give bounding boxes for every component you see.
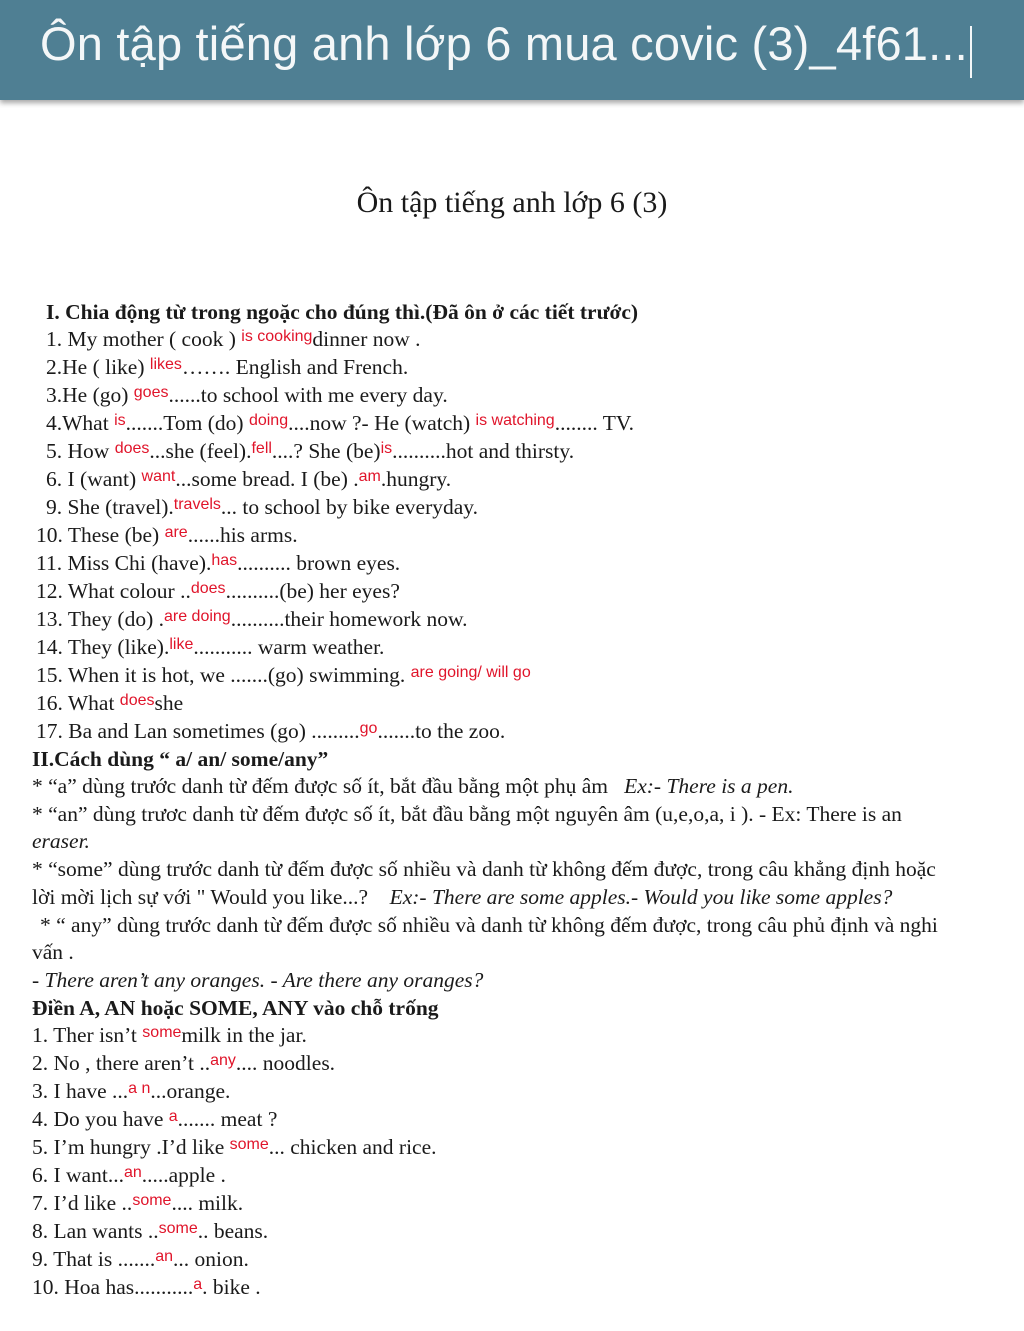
exercise-line: 1. My mother ( cook ) $^{is cooking}$dinner now . (46, 327, 421, 351)
exercise-line: 4.What $^{is}$.......Tom (do) $^{doing}$....now ?- He (watch) $^{is watching}$........ TV. (46, 411, 634, 435)
exercise-line: 5. How $^{does}$...she (feel).$^{fell}$....? She (be)$^{is}$..........hot and thirsty. (46, 439, 575, 463)
answer: an (155, 1248, 174, 1265)
rule-a: * “a” dùng trước danh từ đếm được số ít, bắt đầu bằng một phụ âm Ex:- There is a pen. (32, 774, 794, 798)
fill-line: 8. Lan wants ..$^{some}$.. beans. (32, 1219, 269, 1243)
fill-line: 2. No , there aren’t ..$^{any}$.... noodles. (32, 1051, 336, 1075)
window-title: Ôn tập tiếng anh lớp 6 mua covic (3)_4f61... (40, 17, 968, 70)
answer: want (141, 468, 176, 485)
document-title: Ôn tập tiếng anh lớp 6 (3) (356, 186, 668, 219)
section2-heading: II.Cách dùng “ a/ an/ some/any” (32, 747, 329, 771)
fill-line: 7. I’d like ..$^{some}$.... milk. (32, 1191, 244, 1215)
answer: are (164, 524, 188, 541)
rule-any: * “ any” dùng trước danh từ đếm được số nhiều và danh từ không đếm được, trong câu phủ định và nghi (40, 913, 938, 937)
answer: does (119, 692, 155, 709)
fill-line: 6. I want...$^{an}$.....apple . (32, 1163, 226, 1187)
exercise-line: 16. What $^{does}$she (36, 691, 184, 715)
answer: does (190, 580, 226, 597)
document-page[interactable] (0, 108, 1024, 1331)
answer: am (358, 468, 381, 485)
answer: does (114, 440, 150, 457)
answer: has (211, 552, 238, 569)
answer: fell (251, 440, 272, 457)
fill-line: 3. I have ...$^{a n}$...orange. (32, 1079, 231, 1103)
exercise-line: 12. What colour ..$^{does}$..........(be) her eyes? (36, 579, 400, 603)
rule-any-continued: vấn . (32, 940, 74, 964)
answer: go (359, 720, 378, 737)
section1-heading: I. Chia động từ trong ngoặc cho đúng thì.(Đã ôn ở các tiết trước) (46, 300, 639, 324)
exercise-line: 10. These (be) $^{are}$......his arms. (36, 523, 298, 547)
answer: some (229, 1136, 269, 1153)
exercise-line: 15. When it is hot, we .......(go) swimming. $^{are going/ will go}$ (36, 663, 531, 687)
answer: some (132, 1192, 172, 1209)
rule-any-example: - There aren’t any oranges. - Are there any oranges? (32, 968, 484, 992)
answer: is cooking (241, 328, 313, 345)
answer: an (123, 1164, 142, 1181)
answer: a n (128, 1080, 151, 1097)
exercise-line: 6. I (want) $^{want}$...some bread. I (be) .$^{am}$.hungry. (46, 467, 452, 491)
fill-line: 5. I’m hungry .I’d like $^{some}$... chicken and rice. (32, 1135, 437, 1159)
exercise-line: 2.He ( like) $^{likes}$……. English and French. (46, 355, 409, 379)
title-bar (0, 0, 1024, 100)
exercise-line: 14. They (like).$^{like}$........... warm weather. (36, 635, 385, 659)
answer: some (142, 1024, 182, 1041)
answer: are going/ will go (410, 664, 531, 681)
exercise-line: 9. She (travel).$^{travels}$... to school by bike everyday. (46, 495, 479, 519)
answer: goes (133, 384, 169, 401)
rule-some: * “some” dùng trước danh từ đếm được số nhiều và danh từ không đếm được, trong câu khẳng định hoặc (32, 857, 936, 881)
answer: like (169, 636, 194, 653)
fill-line: 9. That is .......$^{an}$... onion. (32, 1247, 249, 1271)
answer: likes (149, 356, 182, 373)
answer: is (380, 440, 393, 457)
answer: is watching (475, 412, 555, 429)
exercise-line: 13. They (do) .$^{are doing}$..........their homework now. (36, 607, 468, 631)
rule-some-continued: lời mời lịch sự với " Would you like...? Ex:- There are some apples.- Would you like some apples? (32, 885, 893, 909)
answer: a (193, 1276, 203, 1293)
answer: any (210, 1052, 236, 1069)
answer: doing (248, 412, 289, 429)
answer: some (158, 1220, 198, 1237)
answer: travels (173, 496, 221, 513)
exercise-line: 17. Ba and Lan sometimes (go) .........$^{go}$.......to the zoo. (36, 719, 506, 743)
fill-line: 10. Hoa has...........$^a$. bike . (32, 1275, 261, 1299)
answer: are doing (163, 608, 231, 625)
fill-line: 4. Do you have $^a$....... meat ? (32, 1107, 278, 1131)
exercise-line: 11. Miss Chi (have).$^{has}$.......... brown eyes. (36, 551, 401, 575)
exercise-line: 3.He (go) $^{goes}$......to school with me every day. (46, 383, 448, 407)
text-cursor (970, 26, 972, 78)
rule-an: * “an” dùng trươc danh từ đếm được số ít, bắt đầu bằng một nguyên âm (u,e,o,a, i ). - Ex: There is an (32, 802, 902, 826)
rule-an-continued: eraser. (32, 829, 90, 853)
exercise-heading: Điền A, AN hoặc SOME, ANY vào chỗ trống (32, 996, 439, 1020)
answer: a (168, 1108, 178, 1125)
fill-line: 1. Ther isn’t $^{some}$milk in the jar. (32, 1023, 307, 1047)
answer: is (114, 412, 126, 429)
